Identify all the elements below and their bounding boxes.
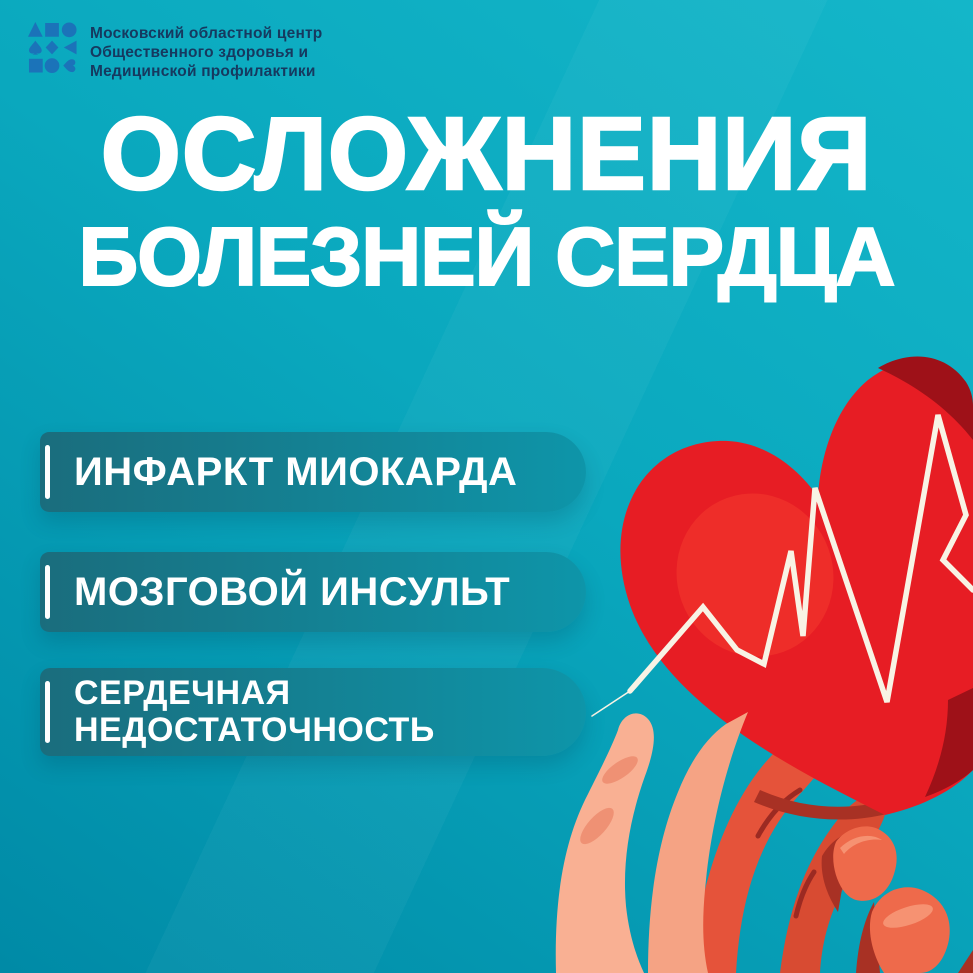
complication-label: МОЗГОВОЙ ИНСУЛЬТ xyxy=(74,569,511,614)
org-name-line1: Московский областной центр xyxy=(90,25,323,42)
palm-thumb xyxy=(556,713,654,973)
title-line2: БОЛЕЗНЕЙ СЕРДЦА xyxy=(78,210,895,303)
complication-item-nedostatochnost xyxy=(40,668,586,756)
complication-label: СЕРДЕЧНАЯ НЕДОСТАТОЧНОСТЬ xyxy=(74,673,435,749)
fingertip-shadow xyxy=(958,950,973,973)
complication-item-insult xyxy=(40,552,586,632)
complication-item-infarkt xyxy=(40,432,586,512)
title-line1: ОСЛОЖНЕНИЯ xyxy=(100,96,873,211)
ecg-line xyxy=(592,691,630,716)
complication-label: ИНФАРКТ МИОКАРДА xyxy=(74,449,518,494)
org-name-line3: Медицинской профилактики xyxy=(90,63,316,81)
org-name-line2: Общественного здоровья и xyxy=(90,44,309,62)
fingertip xyxy=(870,887,950,973)
